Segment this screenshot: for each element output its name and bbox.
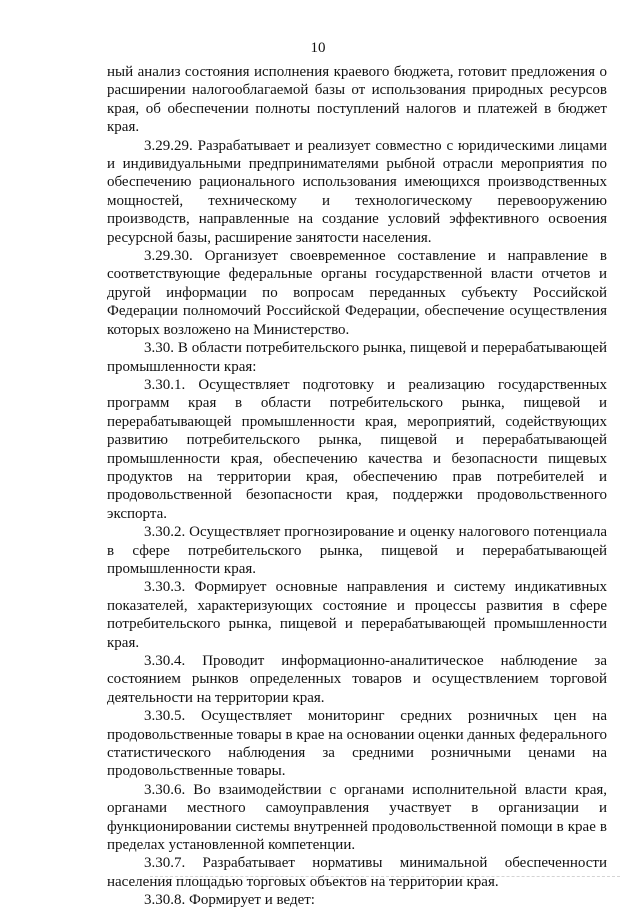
paragraph: 3.29.29. Разрабатывает и реализует совместно с юридическими лицами и индивидуальными предпринимателями рыбной отрасли мероприятия по обеспечению рационального использования имеющихся производственных мощностей, техническому и технологическому перевооружению производств, направленные на создание условий эффективного освоения ресурсной базы, расширение занятости населения.	[107, 137, 607, 246]
scan-edge-artifact	[150, 876, 620, 879]
page-number: 10	[310, 40, 326, 56]
paragraph: 3.30.3. Формирует основные направления и систему индикативных показателей, характеризующих состояние и процессы развития в сфере потребительского рынка, пищевой и перерабатывающей промышленности края.	[107, 579, 607, 651]
paragraph: 3.29.30. Организует своевременное составление и направление в соответствующие федеральные органы государственной власти отчетов и другой информации по вопросам переданных субъекту Российской Федерации полномочий Российской Федерации, обеспечение осуществления которых возложено на Министерство.	[107, 248, 607, 338]
paragraph: 3.30.1. Осуществляет подготовку и реализацию государственных программ края в области потребительского рынка, пищевой и перерабатывающей промышленности края, мероприятий, содействующих развитию потребительского рынка, пищевой и перерабатывающей промышленности края, обеспечению качества и безопасности пищевых продуктов на территории края, обеспечению прав потребителей и продовольственной безопасности края, поддержки продовольственного экспорта.	[107, 376, 607, 522]
paragraph: 3.30. В области потребительского рынка, пищевой и перерабатывающей промышленности края:	[107, 340, 607, 375]
paragraph: ный анализ состояния исполнения краевого бюджета, готовит предложения о расширении налогооблагаемой базы от использования природных ресурсов края, об обеспечении полноты поступлений налогов и платежей в бюджет края.	[107, 64, 607, 136]
document-body	[107, 63, 607, 910]
paragraph: 3.30.6. Во взаимодействии с органами исполнительной власти края, органами местного самоуправления участвует в организации и функционировании системы внутренней продовольственной помощи в крае в пределах установленной компетенции.	[107, 781, 607, 854]
paragraph: 3.30.5. Осуществляет мониторинг средних розничных цен на продовольственные товары в крае на основании оценки данных федерального статистического наблюдения за средними розничными ценами на продовольственные товары.	[107, 708, 607, 780]
paragraph: 3.30.8. Формирует и ведет:	[144, 892, 315, 909]
paragraph: 3.30.4. Проводит информационно-аналитическое наблюдение за состоянием рынков определенных товаров и осуществлением торговой деятельности на территории края.	[107, 653, 607, 706]
paragraph: 3.30.7. Разрабатывает нормативы минимальной обеспеченности населения площадью торговых объектов на территории края.	[107, 855, 607, 890]
paragraph: 3.30.2. Осуществляет прогнозирование и оценку налогового потенциала в сфере потребительского рынка, пищевой и перерабатывающей промышленности края.	[107, 524, 607, 577]
